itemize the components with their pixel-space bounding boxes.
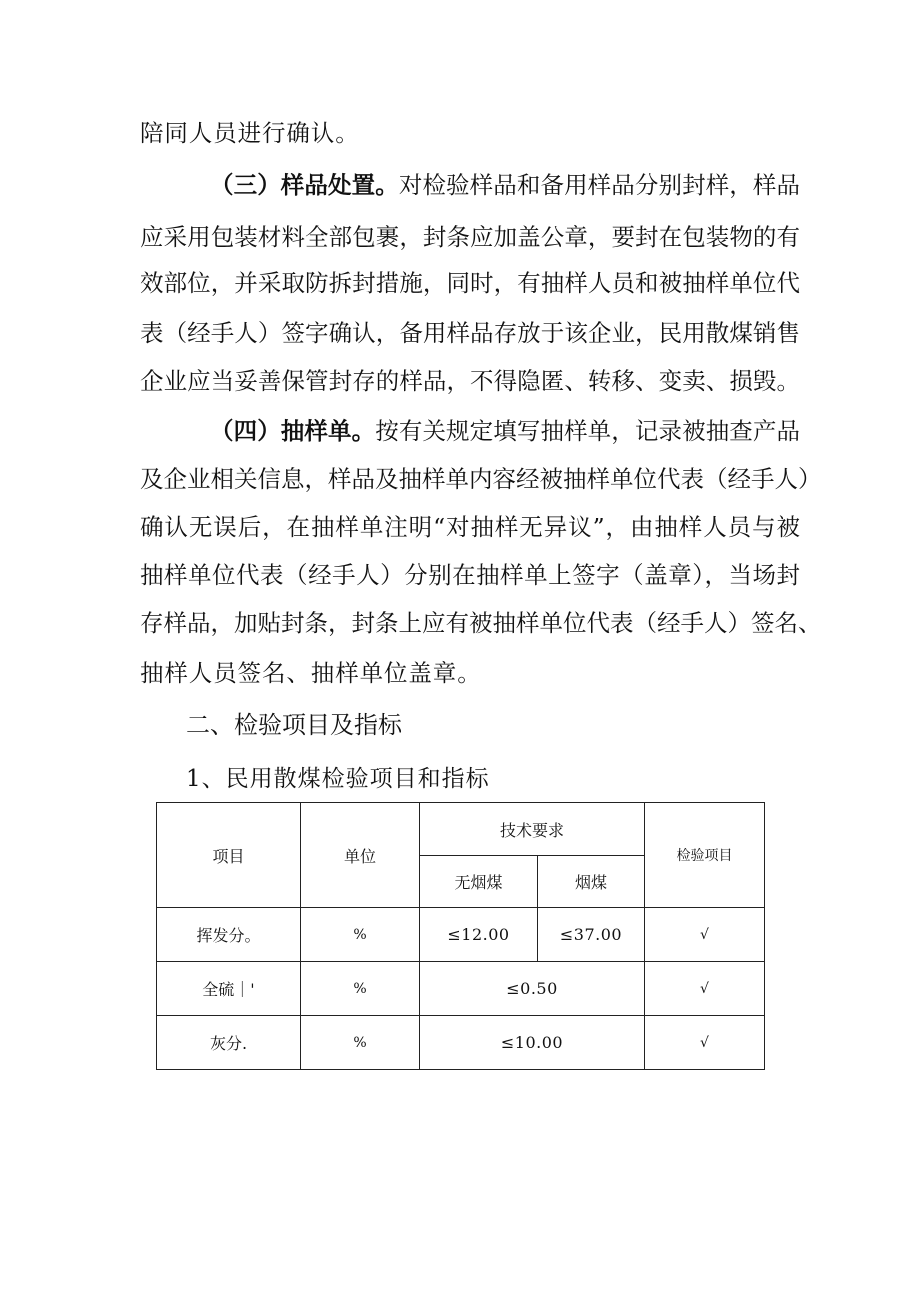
header-anthracite: 无烟煤 (420, 856, 538, 908)
table-row (157, 962, 765, 1016)
header-item: 项目 (157, 803, 301, 908)
paragraph-heading: （三）样品处置。 (210, 171, 399, 199)
paragraph-line: 抽样单位代表（经手人）分别在抽样单上签字（盖章），当场封 (140, 561, 800, 589)
paragraph-line: 存样品，加贴封条，封条上应有被抽样单位代表（经手人）签名、 (140, 609, 822, 637)
header-unit: 单位 (301, 803, 420, 908)
cell-bituminous: ≤37.00 (538, 908, 645, 962)
paragraph-line (210, 416, 800, 446)
table-header-row (157, 803, 765, 856)
cell-merged-value: ≤10.00 (420, 1016, 645, 1070)
section-title: 二、检验项目及指标 (186, 711, 402, 739)
paragraph-line: 效部位，并采取防拆封措施，同时，有抽样人员和被抽样单位代 (140, 269, 800, 297)
cell-anthracite: ≤12.00 (420, 908, 538, 962)
cell-item: 全硫｜' (157, 962, 301, 1016)
cell-item: 灰分. (157, 1016, 301, 1070)
cell-check: √ (645, 1016, 765, 1070)
paragraph-line (210, 170, 800, 200)
cell-unit: % (301, 1016, 420, 1070)
section-subtitle: 1、民用散煤检验项目和指标 (186, 766, 490, 792)
cell-unit: % (301, 962, 420, 1016)
paragraph-text: 对检验样品和备用样品分别封样，样品 (398, 171, 801, 199)
header-inspect: 检验项目 (645, 803, 765, 908)
table-row (157, 1016, 765, 1070)
cell-check: √ (645, 908, 765, 962)
paragraph-line: 应采用包装材料全部包裹，封条应加盖公章，要封在包装物的有 (140, 223, 800, 251)
cell-unit: % (301, 908, 420, 962)
paragraph-heading: （四）抽样单。 (210, 417, 376, 445)
paragraph-text: 按有关规定填写抽样单，记录被抽查产品 (375, 417, 801, 445)
paragraph-line: 表（经手人）签字确认，备用样品存放于该企业，民用散煤销售 (140, 319, 800, 347)
cell-check: √ (645, 962, 765, 1016)
cell-merged-value: ≤0.50 (420, 962, 645, 1016)
cell-item: 挥发分。 (157, 908, 301, 962)
spec-table (156, 802, 765, 1070)
paragraph-line: 及企业相关信息，样品及抽样单内容经被抽样单位代表（经手人） (140, 465, 822, 493)
table-row (157, 908, 765, 962)
header-tech: 技术要求 (420, 803, 645, 856)
paragraph-line: 企业应当妥善保管封存的样品，不得隐匿、转移、变卖、损毁。 (140, 367, 800, 395)
header-bituminous: 烟煤 (538, 856, 645, 908)
paragraph-line: 确认无误后，在抽样单注明“对抽样无异议”，由抽样人员与被 (140, 513, 800, 541)
paragraph-line: 抽样人员签名、抽样单位盖章。 (140, 659, 482, 687)
paragraph-line: 陪同人员进行确认。 (140, 119, 360, 147)
